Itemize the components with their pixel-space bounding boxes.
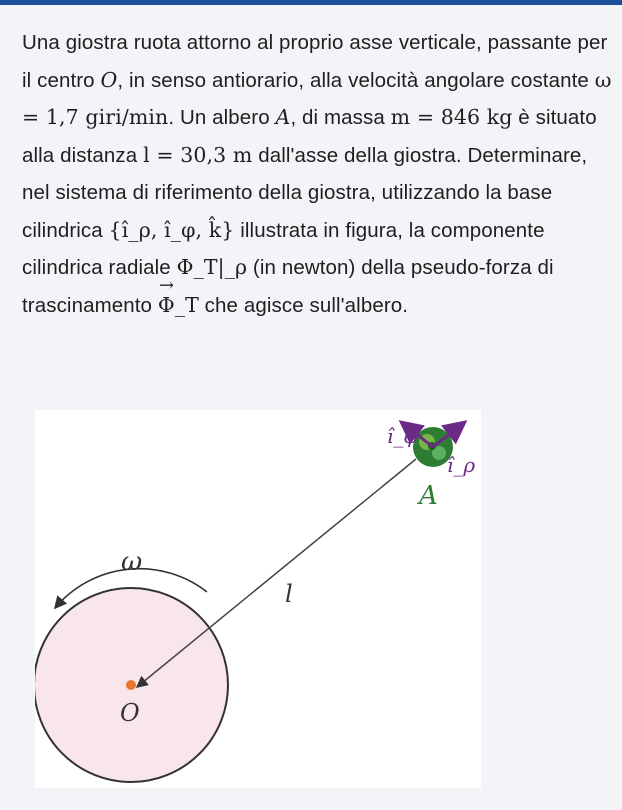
omega-equation: ω = 1,7 giri/min: [22, 67, 612, 129]
mass-equation: m = 846 kg: [390, 105, 513, 129]
radial-component: Φ_T|_ρ: [176, 255, 248, 279]
problem-paragraph: [22, 24, 614, 324]
unit-vector-rho-label: î_ρ: [447, 453, 476, 477]
cylindrical-basis: {î_ρ, î_φ, k̂}: [108, 217, 235, 242]
omega-label: ω: [121, 547, 143, 577]
text-segment: Una giostra ruota attorno al proprio asse verticale, passante per il centro: [22, 31, 608, 92]
top-accent-bar: [0, 0, 622, 5]
distance-line: [137, 459, 416, 687]
center-symbol: O: [100, 67, 118, 92]
text-segment: . Un albero: [168, 106, 276, 129]
distance-equation: l = 30,3 m: [143, 142, 253, 167]
merry-go-round-diagram: [35, 410, 481, 788]
unit-vector-phi-label: î_φ: [387, 424, 418, 448]
text-segment: (in newton) della pseudo-forza di trascinamento: [22, 256, 554, 317]
distance-label: l: [285, 580, 293, 608]
text-segment: dall'asse della giostra. Determinare, nel sistema di riferimento della giostra, utilizzando la base cilindrica: [22, 143, 588, 242]
body-symbol: A: [275, 105, 291, 129]
center-point: [126, 680, 136, 690]
text-segment: , in senso antiorario, alla velocità angolare costante: [117, 68, 595, 92]
drag-force-vector: → Φ_T: [158, 287, 199, 325]
text-segment: che agisce sull'albero.: [198, 293, 409, 317]
tree-label: A: [419, 481, 438, 511]
center-label: O: [120, 699, 140, 727]
text-segment: , di massa: [290, 106, 391, 129]
text-segment: illustrata in figura, la componente cilindrica radiale: [22, 218, 545, 279]
figure-panel: [35, 410, 481, 788]
text-segment: è situato alla distanza: [22, 106, 597, 167]
problem-text: [22, 24, 614, 324]
